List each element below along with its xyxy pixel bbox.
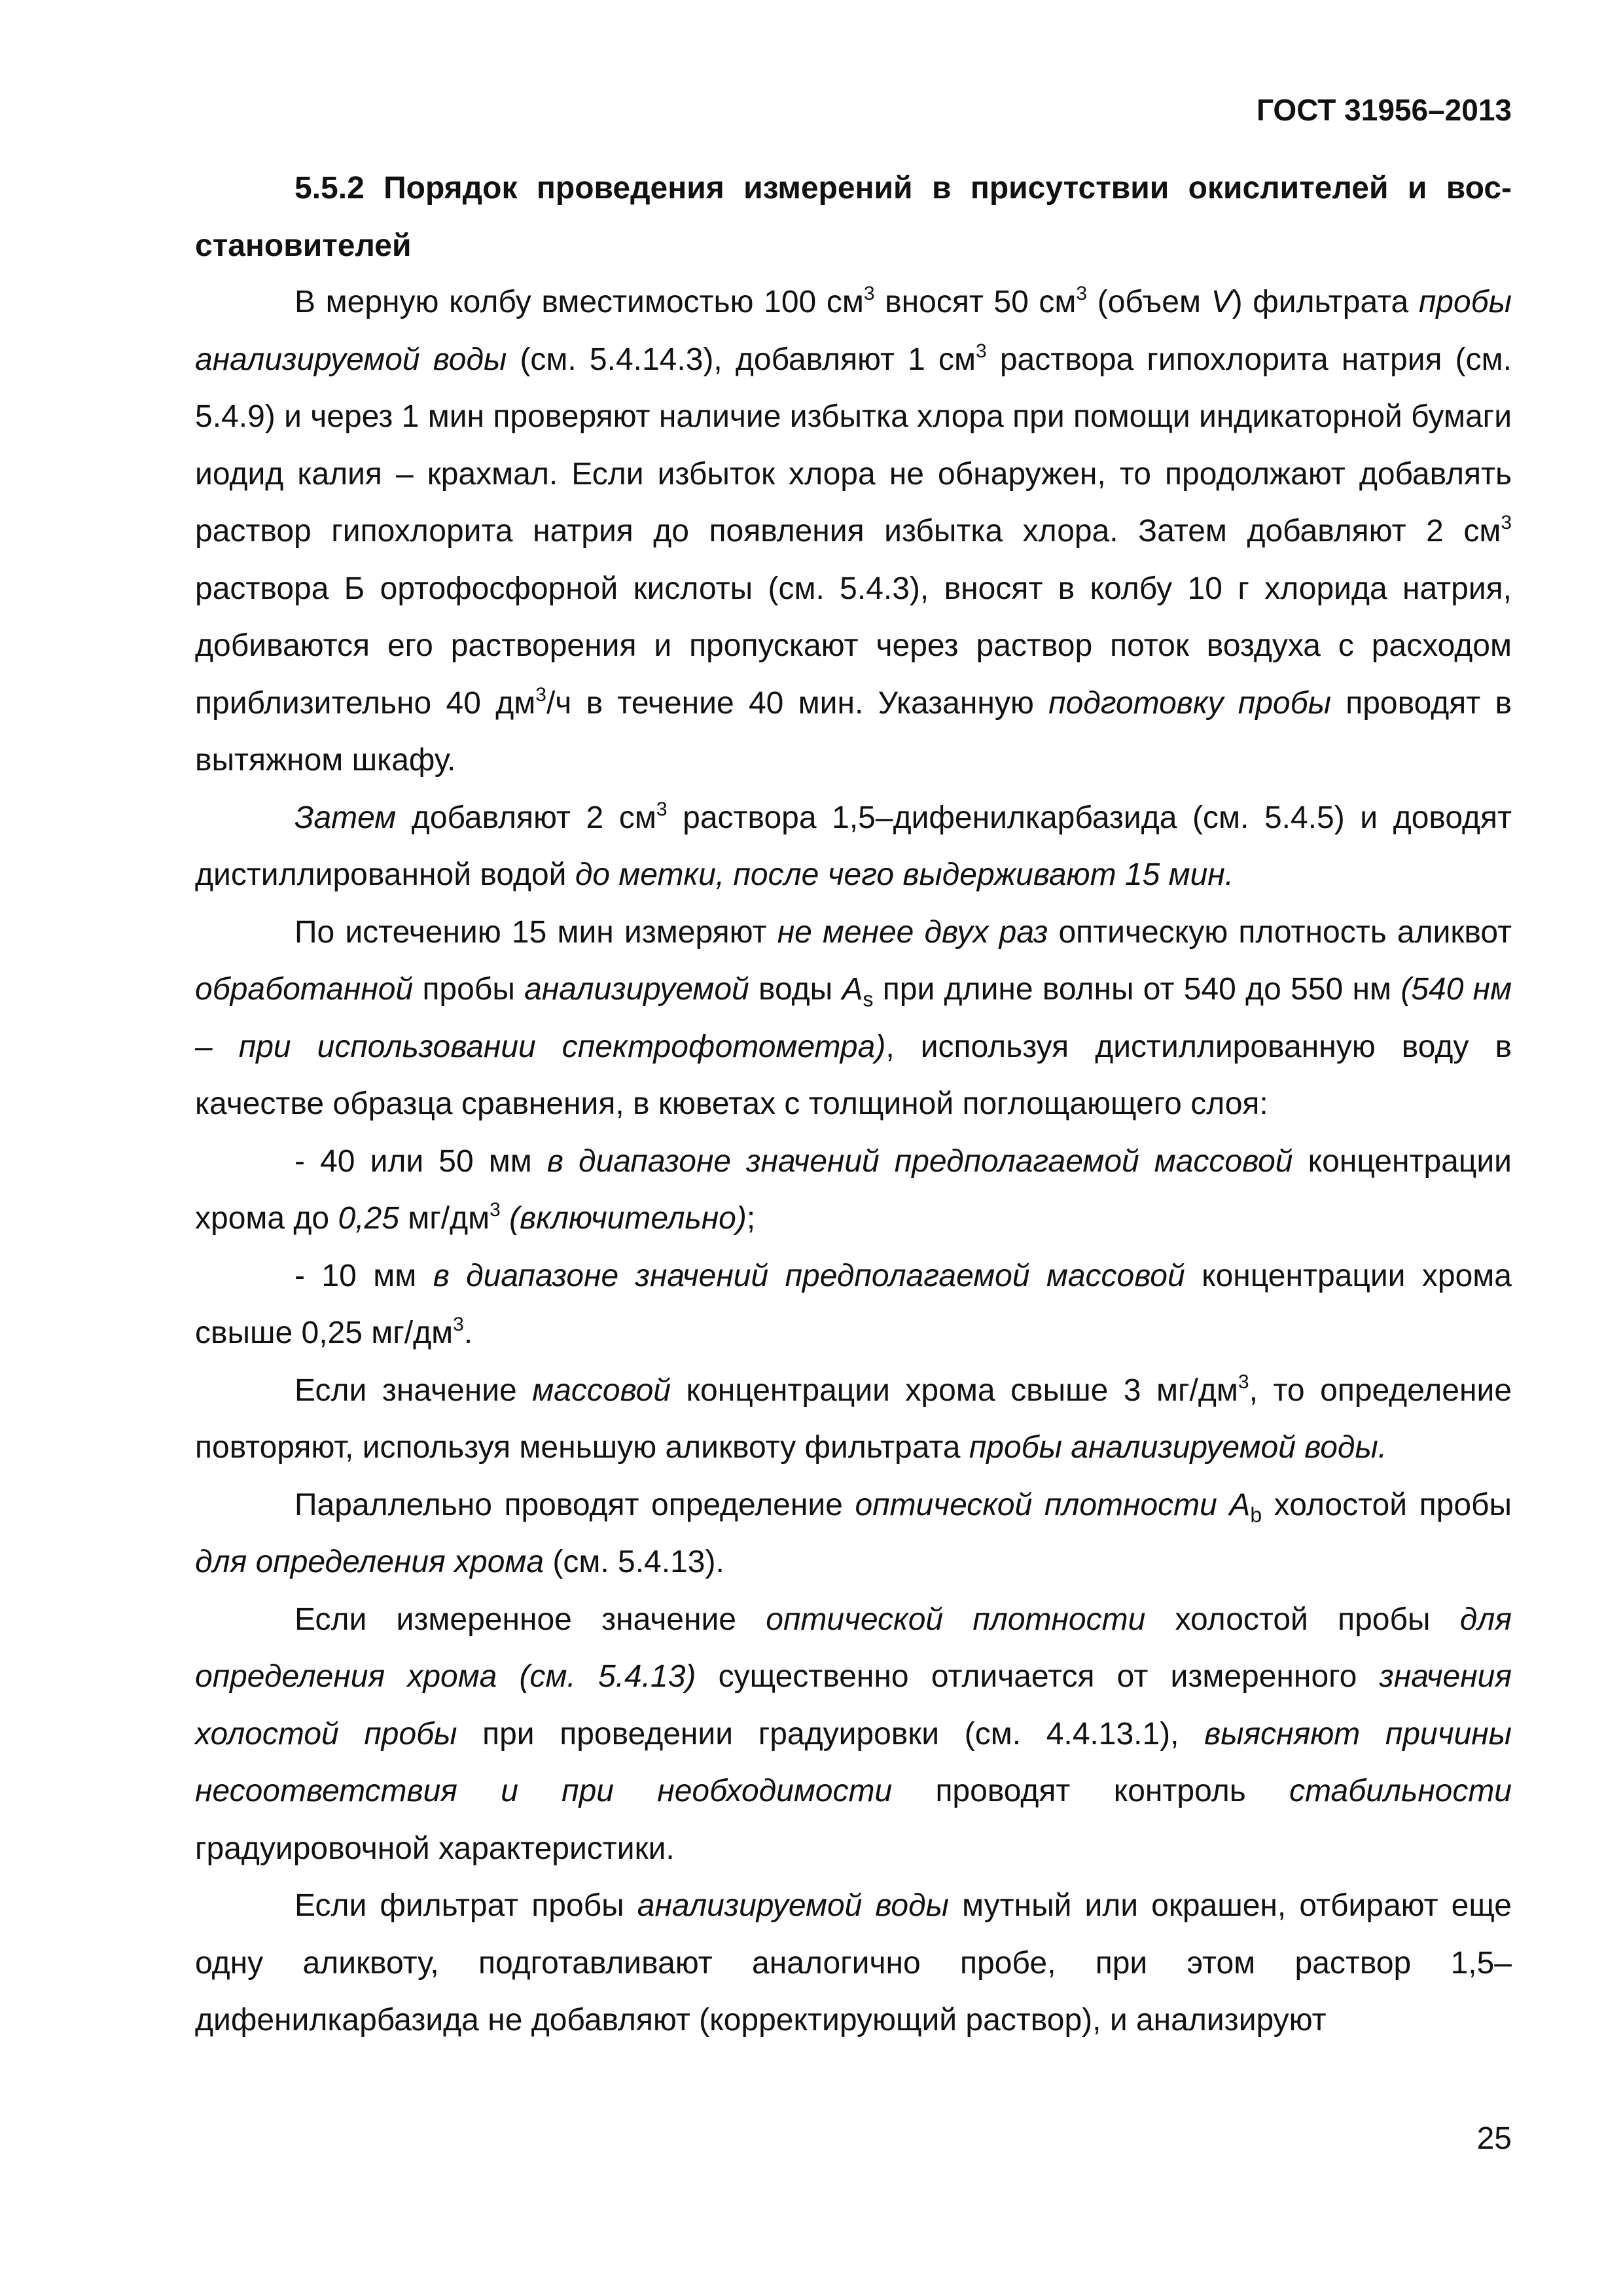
paragraph-blank-sample: Параллельно проводят определение оптической плотности $A_b$ холостой пробы для определения хрома (см. 5.4.13). [195,1487,1512,1579]
paragraph-turbid-filtrate: Если фильтрат пробы анализируемой воды мутный или окрашен, отбирают еще одну аликвоту, подготавливают аналогично пробе, при этом раствор 1,5–дифенилкарбазида не добавляют (корректирующий раствор), и анализируют [195,1888,1512,2037]
paragraph-calibration-check: Если измеренное значение оптической плотности холостой пробы для определения хрома (см. 5.4.13) существенно отличается от измеренного значения холостой пробы при проведении градуировки (см. 4.4.13.1), выясняют причины несоответствия и при необходимости проводят контроль стабильности градуировочной характеристики. [195,1602,1512,1866]
list-item-cuvette-40-50mm: - 40 или 50 мм в диапазоне значений предполагаемой массовой концентрации хрома до 0,25 $мг/дм^3$ (включительно); [195,1143,1512,1236]
paragraph-reagent-addition: Затем добавляют 2 $см^3$ раствора 1,5–дифенилкарбазида (см. 5.4.5) и доводят дистиллированной водой до метки, после чего выдерживают 15 мин. [195,798,1512,892]
paragraph-optical-measurement: По истечению 15 мин измеряют не менее двух раз оптическую плотность аликвот обработанной пробы анализируемой воды $A_s$ при длине волны от 540 до 550 нм (540 нм – при использовании спектрофотометра), используя дистиллированную воду в качестве образца сравнения, в кюветах с толщиной поглощающего слоя: [195,914,1512,1121]
section-heading-line-1: 5.5.2 Порядок проведения измерений в присутствии окислителей и вос- [294,171,1512,206]
paragraph-repeat-determination: Если значение массовой концентрации хрома свыше 3 $мг/дм^3$, то определение повторяют, используя меньшую аликвоту фильтрата пробы анализируемой воды. [195,1371,1512,1465]
section-heading [195,160,1512,274]
page-number: 25 [1476,2121,1512,2156]
standard-header: ГОСТ 31956–2013 [1256,93,1512,127]
document-body [195,274,1512,2049]
paragraph-sample-preparation: В мерную колбу вместимостью 100 $см^3$ вносят 50 $см^3$ (объем V) фильтрата пробы анализируемой воды (см. 5.4.14.3), добавляют 1 $см^3$ раствора гипохлорита натрия (см. 5.4.9) и через 1 мин проверяют наличие избытка хлора при помощи индикаторной бумаги иодид калия – крахмал. Если избыток хлора не обнаружен, то продолжают добавлять раствор гипохлорита натрия до появления избытка хлора. Затем добавляют 2 $см^3$ раствора Б ортофосфорной кислоты (см. 5.4.3), вносят в колбу 10 г хлорида натрия, добиваются его растворения и пропускают через раствор поток воздуха с расходом приблизительно 40 $дм^3/ч$ в течение 40 мин. Указанную подготовку пробы проводят в вытяжном шкафу. [195,283,1512,778]
list-item-cuvette-10mm: - 10 мм в диапазоне значений предполагаемой массовой концентрации хрома свыше 0,25 $мг/дм^3$. [195,1258,1512,1350]
section-heading-line-2: становителей [195,228,412,263]
